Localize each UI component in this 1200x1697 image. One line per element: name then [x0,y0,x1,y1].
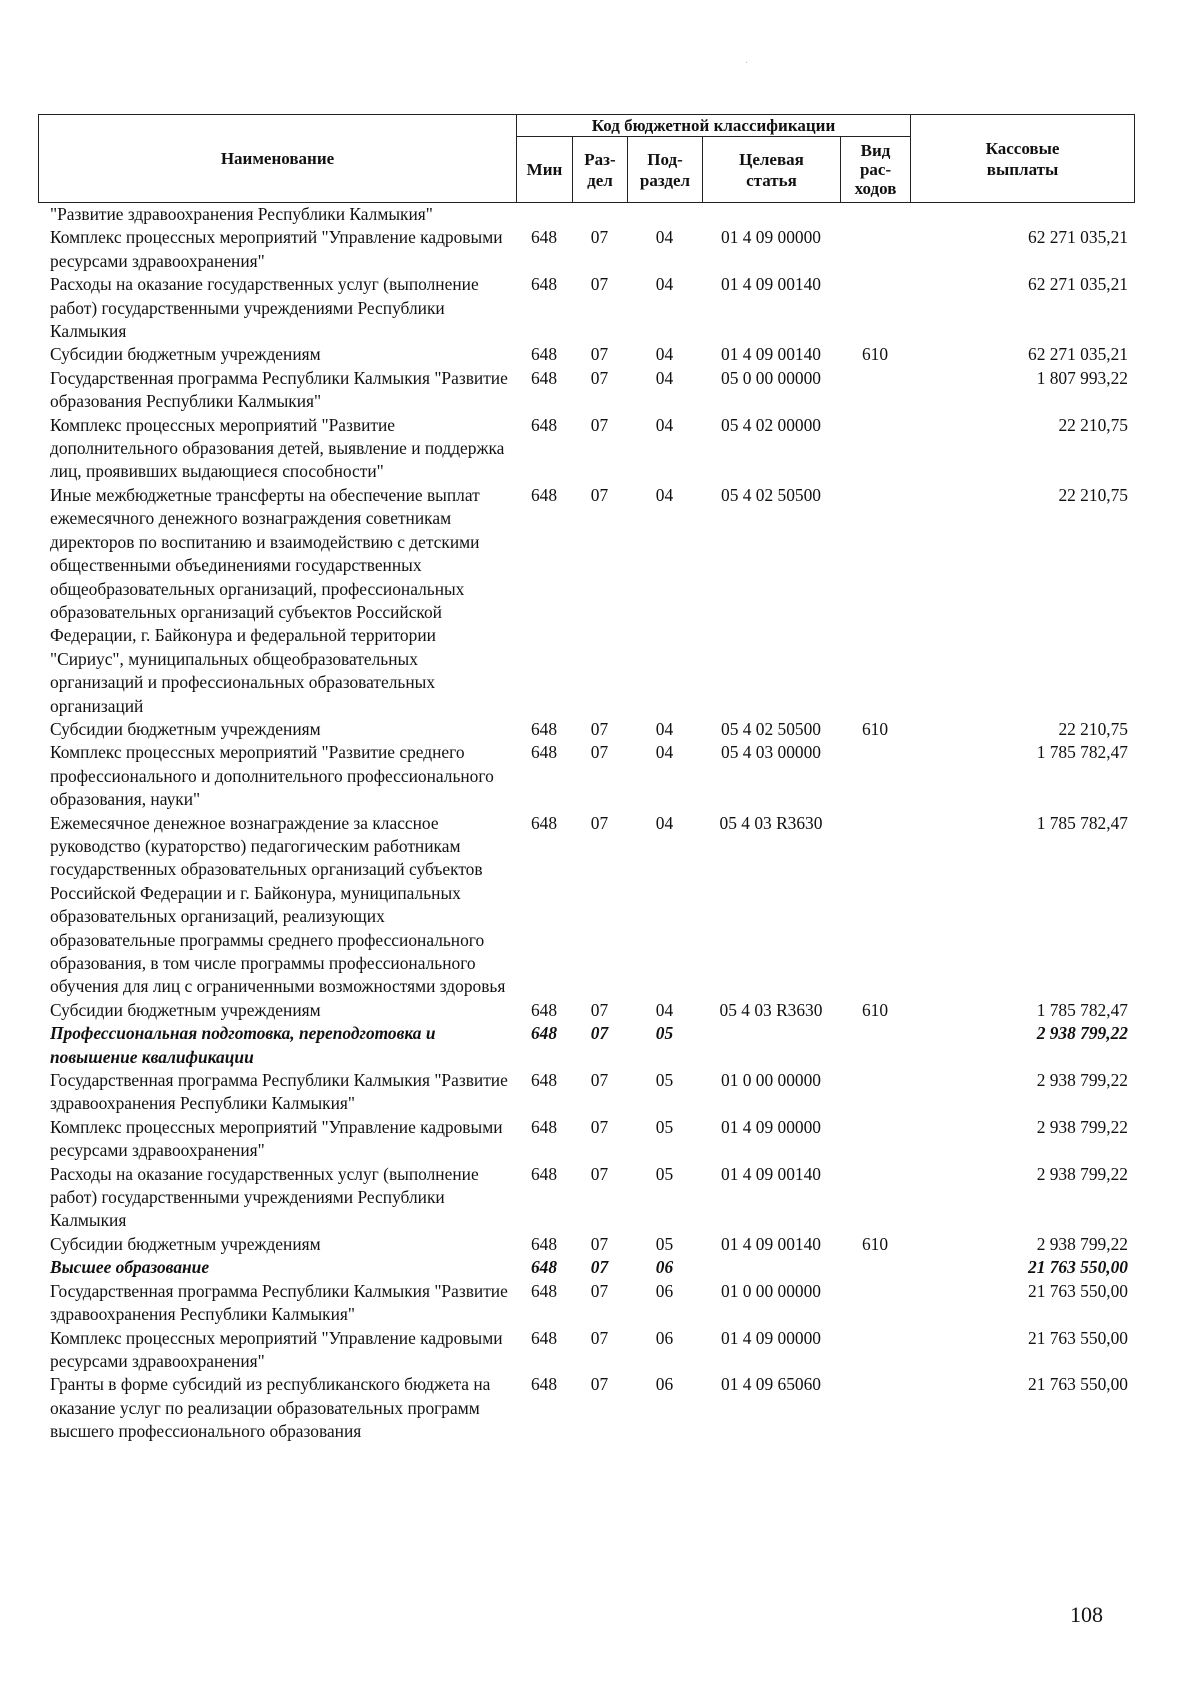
table-row [38,1280,1134,1327]
row-min: 648 [530,484,558,505]
header-celevaya: Целевая статья [703,137,841,203]
row-min: 648 [530,1070,558,1091]
row-vid [840,812,910,999]
row-podrazdel: 04 [655,367,674,388]
table-row [38,343,1134,366]
row-vid [840,273,910,343]
page-number: 108 [1070,1602,1103,1627]
row-razdel: 07 [590,742,609,763]
row-razdel: 07 [590,1257,609,1278]
row-name: Субсидии бюджетным учреждениям [50,1233,321,1254]
header-name: Наименование [39,115,517,203]
row-name: Комплекс процессных мероприятий "Управление кадровыми ресурсами здравоохранения" [50,1327,503,1371]
row-min: 648 [530,414,558,435]
row-podrazdel: 04 [655,484,674,505]
scan-speck: · [745,58,749,69]
row-min: 648 [530,1116,558,1137]
row-razdel: 07 [590,484,609,505]
row-vid [840,1327,910,1374]
row-celevaya: 05 4 03 R3630 [719,999,823,1020]
row-razdel: 07 [590,1023,609,1044]
table-row [38,1022,1134,1069]
row-amount: 62 271 035,21 [1028,274,1128,295]
row-name: Комплекс процессных мероприятий "Управление кадровыми ресурсами здравоохранения" [50,227,503,271]
row-podrazdel: 04 [655,742,674,763]
row-vid [840,367,910,414]
row-razdel: 07 [590,414,609,435]
table-row [38,273,1134,343]
row-vid [840,741,910,811]
row-amount: 22 210,75 [1058,484,1128,505]
row-razdel: 07 [590,274,609,295]
row-celevaya: 01 4 09 00140 [721,1233,821,1254]
row-vid [840,1022,910,1069]
header-razdel: Раз- дел [573,137,628,203]
row-min: 648 [530,1163,558,1184]
row-name: Государственная программа Республики Калмыкия "Развитие здравоохранения Республики Калмыкия" [50,1280,508,1325]
table-row [38,203,1134,226]
row-celevaya: 01 4 09 00140 [721,1163,821,1184]
row-amount [910,203,1134,226]
row-min: 648 [530,1327,558,1348]
row-amount: 21 763 550,00 [1028,1374,1128,1395]
row-podrazdel: 04 [655,344,674,365]
row-amount: 2 938 799,22 [1036,1070,1128,1091]
row-min: 648 [530,274,558,295]
row-celevaya [702,203,840,226]
table-row [38,1163,1134,1233]
row-amount: 2 938 799,22 [1036,1233,1128,1254]
row-name: "Развитие здравоохранения Республики Калмыкия" [50,204,433,224]
header-podrazdel: Под- раздел [628,137,703,203]
row-amount: 21 763 550,00 [1028,1257,1128,1278]
row-razdel: 07 [590,1374,609,1395]
row-podrazdel: 04 [655,274,674,295]
table-body [38,203,1134,1444]
row-podrazdel: 05 [655,1233,674,1254]
row-celevaya: 01 4 09 00140 [721,344,821,365]
row-vid [840,203,910,226]
row-min: 648 [530,999,558,1020]
row-celevaya: 01 0 00 00000 [721,1280,821,1301]
header-min: Мин [517,137,573,203]
row-celevaya: 01 4 09 00000 [721,227,821,248]
row-podrazdel: 04 [655,227,674,248]
row-min: 648 [530,367,558,388]
row-razdel: 07 [590,344,609,365]
row-podrazdel: 04 [655,812,674,833]
row-name: Профессиональная подготовка, переподготовка и повышение квалификации [50,1023,436,1067]
row-amount: 1 785 782,47 [1036,742,1128,763]
row-razdel: 07 [590,718,609,739]
row-celevaya: 05 4 02 50500 [721,484,821,505]
row-razdel: 07 [590,1327,609,1348]
table-row [38,812,1134,999]
row-razdel: 07 [590,227,609,248]
row-celevaya: 01 4 09 00000 [721,1116,821,1137]
row-name: Субсидии бюджетным учреждениям [50,718,321,739]
row-name: Расходы на оказание государственных услуг (выполнение работ) государственными учреждениями Республики Калмыкия [50,1163,479,1231]
header-vid: Вид рас- ходов [841,137,911,203]
row-vid [840,1256,910,1279]
table-row [38,1069,1134,1116]
row-podrazdel: 05 [655,1070,674,1091]
row-name: Ежемесячное денежное вознаграждение за классное руководство (кураторство) педагогическим работникам государственных образовательных организаций субъектов Российской Федерации и г. Байконура, муниципальных образовательных организаций, реализующих образовательные программы среднего профессионального образования, в том числе программы профессионального обучения для лиц с ограниченными возможностями здоровья [50,812,506,997]
row-vid: 610 [861,344,889,365]
row-podrazdel: 05 [655,1116,674,1137]
row-podrazdel: 04 [655,414,674,435]
row-celevaya: 01 4 09 00140 [721,274,821,295]
row-vid [840,1280,910,1327]
row-podrazdel: 05 [655,1023,674,1044]
row-amount: 1 807 993,22 [1036,367,1128,388]
row-vid: 610 [861,718,889,739]
row-razdel [572,203,627,226]
row-razdel: 07 [590,1163,609,1184]
row-vid [840,484,910,718]
row-name: Иные межбюджетные трансферты на обеспечение выплат ежемесячного денежного вознаграждения советникам директоров по воспитанию и взаимодействию с детскими общественными объединениями государственных общеобразовательных организаций, профессиональных образовательных организаций субъектов Российской Федерации, г. Байконура и федеральной территории "Сириус", муниципальных общеобразовательных организаций и профессиональных образовательных организаций [50,484,480,716]
row-name: Субсидии бюджетным учреждениям [50,999,321,1020]
row-celevaya: 01 4 09 00000 [721,1327,821,1348]
row-name: Государственная программа Республики Калмыкия "Развитие образования Республики Калмыкия" [50,367,508,412]
budget-table-page [38,114,1134,1444]
row-razdel: 07 [590,367,609,388]
table-row [38,226,1134,273]
row-razdel: 07 [590,812,609,833]
row-celevaya: 05 4 02 50500 [721,718,821,739]
row-vid [840,1069,910,1116]
table-row [38,999,1134,1022]
row-min [516,203,572,226]
row-amount: 2 938 799,22 [1036,1116,1128,1137]
row-amount: 22 210,75 [1058,718,1128,739]
table-row [38,367,1134,414]
row-celevaya: 01 0 00 00000 [721,1070,821,1091]
row-name: Высшее образование [50,1257,210,1278]
row-podrazdel: 04 [655,999,674,1020]
table-row [38,718,1134,741]
row-min: 648 [530,344,558,365]
table-row [38,414,1134,484]
row-min: 648 [530,1023,558,1044]
row-min: 648 [530,718,558,739]
header-kassa: Кассовые выплаты [911,115,1135,203]
row-amount: 21 763 550,00 [1028,1280,1128,1301]
row-amount: 2 938 799,22 [1036,1023,1128,1044]
row-celevaya: 01 4 09 65060 [721,1374,821,1395]
row-razdel: 07 [590,1116,609,1137]
row-celevaya [702,1256,840,1279]
row-amount: 21 763 550,00 [1028,1327,1128,1348]
row-min: 648 [530,1257,558,1278]
table-row [38,1116,1134,1163]
row-vid [840,226,910,273]
row-name: Субсидии бюджетным учреждениям [50,344,321,365]
table-row [38,1373,1134,1443]
row-min: 648 [530,1233,558,1254]
row-name: Гранты в форме субсидий из республиканского бюджета на оказание услуг по реализации образовательных программ высшего профессионального образования [50,1374,491,1442]
row-podrazdel: 06 [655,1327,674,1348]
row-min: 648 [530,742,558,763]
row-razdel: 07 [590,1280,609,1301]
row-razdel: 07 [590,999,609,1020]
row-podrazdel: 05 [655,1163,674,1184]
row-name: Комплекс процессных мероприятий "Развитие среднего профессионального и дополнительного профессионального образования, науки" [50,742,494,810]
row-name: Комплекс процессных мероприятий "Развитие дополнительного образования детей, выявление и поддержка лиц, проявивших выдающиеся способности" [50,414,505,482]
row-vid: 610 [861,1233,889,1254]
header-group-code: Код бюджетной классификации [517,115,911,137]
table-row [38,741,1134,811]
table-row [38,1327,1134,1374]
row-vid: 610 [861,999,889,1020]
row-min: 648 [530,1374,558,1395]
row-name: Расходы на оказание государственных услуг (выполнение работ) государственными учреждениями Республики Калмыкия [50,274,479,342]
row-podrazdel: 06 [655,1280,674,1301]
row-min: 648 [530,812,558,833]
row-vid [840,414,910,484]
table-row [38,1256,1134,1279]
table-header [38,114,1135,203]
table-row [38,1233,1134,1256]
row-podrazdel: 06 [655,1374,674,1395]
row-amount: 1 785 782,47 [1036,999,1128,1020]
row-celevaya: 05 4 03 00000 [721,742,821,763]
row-vid [840,1116,910,1163]
row-podrazdel [627,203,702,226]
row-razdel: 07 [590,1233,609,1254]
row-vid [840,1163,910,1233]
row-podrazdel: 04 [655,718,674,739]
row-celevaya [702,1022,840,1069]
row-min: 648 [530,1280,558,1301]
row-amount: 1 785 782,47 [1036,812,1128,833]
row-amount: 2 938 799,22 [1036,1163,1128,1184]
table-row [38,484,1134,718]
row-celevaya: 05 0 00 00000 [721,367,821,388]
row-celevaya: 05 4 03 R3630 [719,812,823,833]
row-min: 648 [530,227,558,248]
row-vid [840,1373,910,1443]
row-amount: 62 271 035,21 [1028,227,1128,248]
row-name: Государственная программа Республики Калмыкия "Развитие здравоохранения Республики Калмыкия" [50,1070,508,1114]
row-celevaya: 05 4 02 00000 [721,414,821,435]
row-razdel: 07 [590,1070,609,1091]
row-amount: 62 271 035,21 [1028,344,1128,365]
row-name: Комплекс процессных мероприятий "Управление кадровыми ресурсами здравоохранения" [50,1116,503,1161]
row-amount: 22 210,75 [1058,414,1128,435]
row-podrazdel: 06 [655,1257,674,1278]
